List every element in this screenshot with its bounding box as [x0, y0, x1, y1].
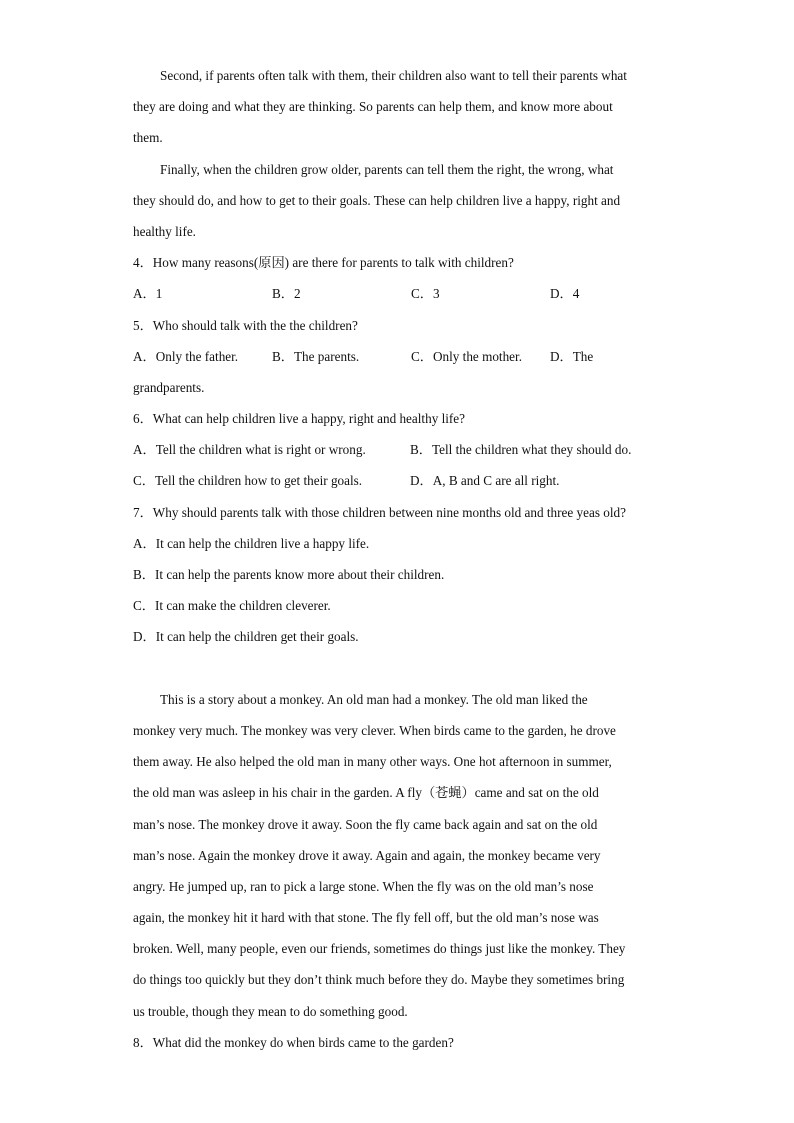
question-6-stem: 6．What can help children live a happy, right and healthy life?: [133, 411, 466, 427]
passage2-line: do things too quickly but they don’t think much before they do. Maybe they sometimes bring: [133, 972, 625, 988]
option-c: C．It can make the children cleverer.: [133, 598, 331, 614]
option-d: D．It can help the children get their goals.: [133, 629, 359, 645]
passage1-line: them.: [133, 130, 163, 146]
option-b: B．It can help the parents know more about their children.: [133, 567, 445, 582]
passage2-line: broken. Well, many people, even our friends, sometimes do things just like the monkey. They: [133, 941, 626, 957]
option-b: B．The parents.: [272, 348, 360, 364]
question-7-stem: 7．Why should parents talk with those children between nine months old and three yeas old?: [133, 504, 626, 520]
section-spacer: [133, 653, 663, 684]
question-5-stem: 5．Who should talk with the the children?: [133, 317, 358, 333]
passage2-line: angry. He jumped up, ran to pick a large stone. When the fly was on the old man’s nose: [133, 878, 594, 894]
option-c: C．3: [411, 286, 440, 302]
option-d: D．A, B and C are all right.: [410, 473, 560, 489]
question-5-option-d-continuation: grandparents.: [133, 379, 205, 395]
passage1-line: Finally, when the children grow older, parents can tell them the right, the wrong, what: [160, 161, 614, 177]
passage1-line: healthy life.: [133, 223, 196, 239]
passage1-line: Second, if parents often talk with them, their children also want to tell their parents what: [160, 68, 627, 83]
option-a: A．1: [133, 286, 163, 302]
passage2-line: monkey very much. The monkey was very clever. When birds came to the garden, he drove: [133, 722, 616, 738]
passage2-line: man’s nose. The monkey drove it away. Soon the fly came back again and sat on the old: [133, 816, 598, 832]
option-a: A．Only the father.: [133, 348, 239, 364]
passage2-line: them away. He also helped the old man in many other ways. One hot afternoon in summer,: [133, 754, 612, 770]
question-4-stem: 4．How many reasons(原因) are there for parents to talk with children?: [133, 255, 514, 271]
passage2-line: again, the monkey hit it hard with that stone. The fly fell off, but the old man’s nose was: [133, 910, 599, 926]
option-d: D．The: [550, 348, 594, 364]
passage1-line: they should do, and how to get to their goals. These can help children live a happy, right and: [133, 192, 621, 208]
option-d: D．4: [550, 286, 580, 302]
passage2-line: man’s nose. Again the monkey drove it away. Again and again, the monkey became very: [133, 847, 601, 863]
question-6-options-row: [133, 434, 663, 465]
option-a: A．Tell the children what is right or wrong.: [133, 442, 366, 458]
option-b: B．Tell the children what they should do.: [410, 442, 632, 458]
option-c: C．Tell the children how to get their goals.: [133, 473, 363, 489]
passage2-line: us trouble, though they mean to do something good.: [133, 1003, 408, 1019]
passage2-line: This is a story about a monkey. An old man had a monkey. The old man liked the: [160, 691, 588, 707]
option-b: B．2: [272, 286, 301, 302]
question-4-options: [133, 278, 663, 309]
option-c: C．Only the mother.: [411, 348, 522, 364]
option-a: A．It can help the children live a happy life.: [133, 535, 370, 551]
passage2-line: the old man was asleep in his chair in the garden. A fly（苍蝇）came and sat on the old: [133, 785, 599, 801]
passage1-line: they are doing and what they are thinking. So parents can help them, and know more about: [133, 99, 613, 115]
document-page: [133, 60, 663, 1058]
question-5-options: [133, 341, 663, 372]
question-8-stem: 8．What did the monkey do when birds came to the garden?: [133, 1034, 454, 1050]
question-6-options-row: [133, 465, 663, 496]
